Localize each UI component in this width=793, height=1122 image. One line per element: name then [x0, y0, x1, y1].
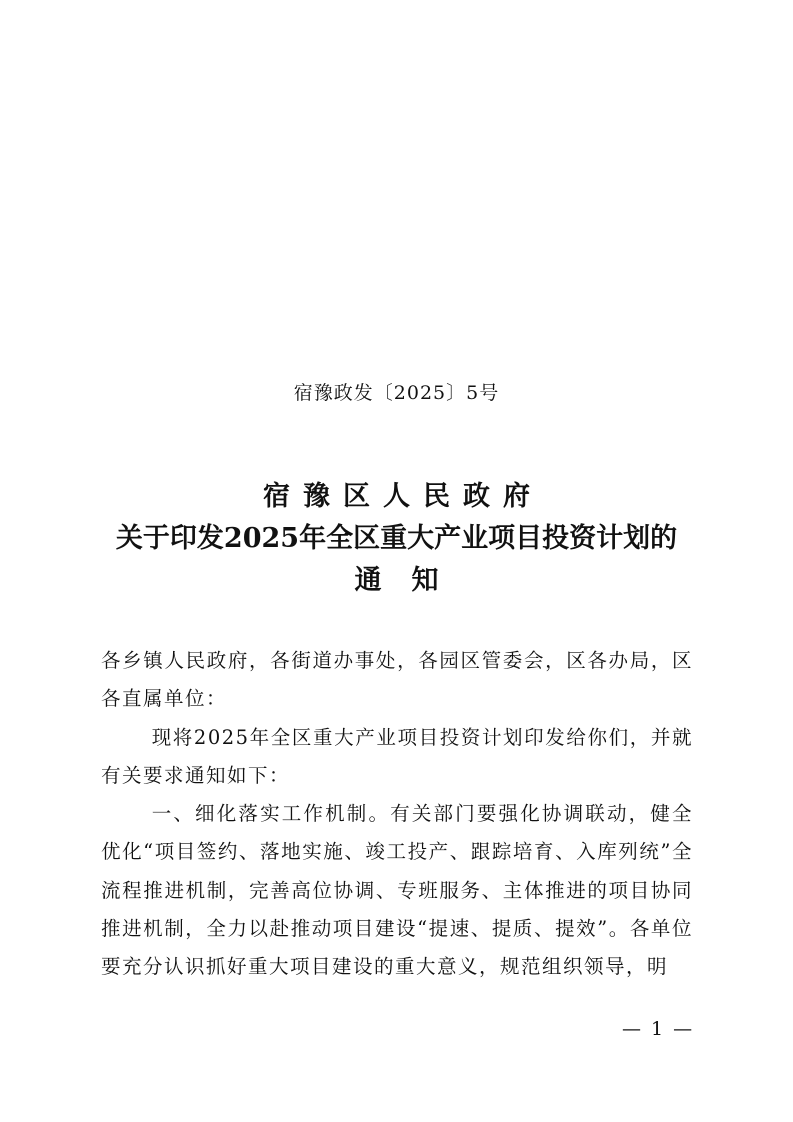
section-1-paragraph [101, 795, 693, 986]
intro-paragraph: 现将2025年全区重大产业项目投资计划印发给你们，并就有关要求通知如下： [101, 725, 693, 787]
addressee-paragraph: 各乡镇人民政府，各街道办事处，各园区管委会，区各办局，区各直属单位： [101, 649, 693, 711]
document-number: 宿豫政发〔2025〕5号 [293, 382, 500, 404]
page-number: — 1 — [622, 1018, 695, 1040]
document-title [0, 476, 793, 602]
document-body [101, 642, 693, 987]
title-line-type: 通知 [354, 565, 469, 596]
title-line-subject: 关于印发2025年全区重大产业项目投资计划的 [115, 523, 678, 554]
section-1-body: 有关部门要强化协调联动，健全优化“项目签约、落地实施、竣工投产、跟踪培育、入库列统”全流程推进机制，完善高位协调、专班服务、主体推进的项目协同推进机制，全力以赴推动项目建设“提速、提质、提效”。各单位要充分认识抓好重大项目建设的重大意义，规范组织领导，明 [101, 802, 693, 979]
title-line-issuer: 宿豫区人民政府 [263, 481, 543, 512]
section-1-heading: 一、细化落实工作机制。 [151, 802, 391, 826]
